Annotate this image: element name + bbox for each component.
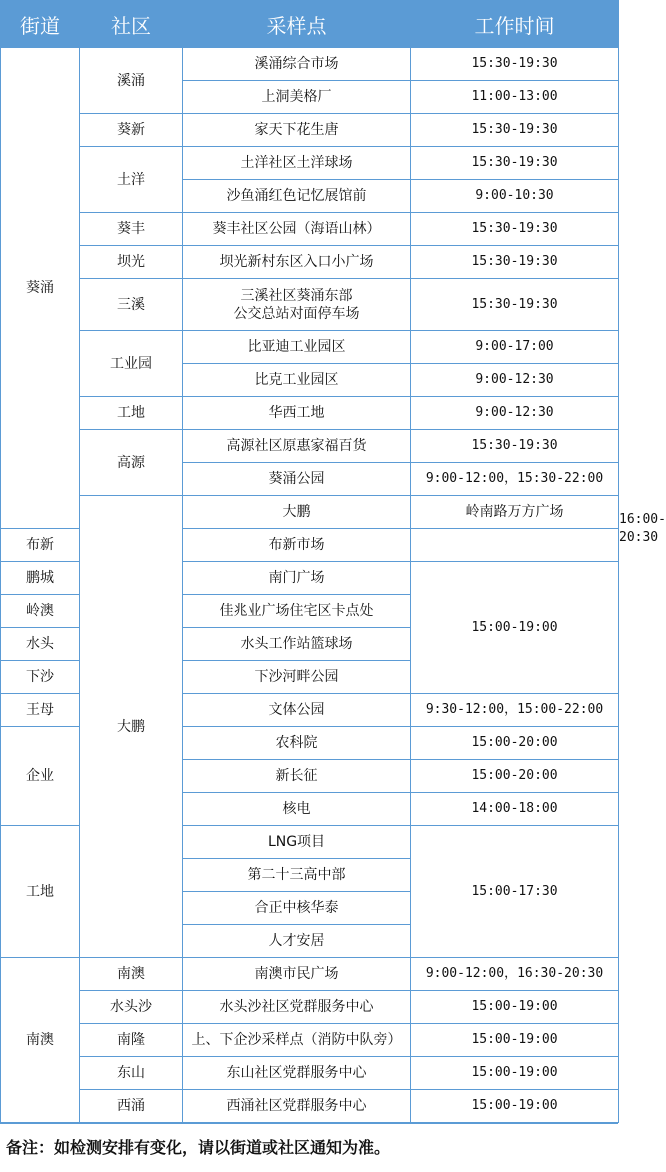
time-cell: 15:00-20:00: [411, 760, 619, 793]
time-cell: 15:30-19:30: [411, 279, 619, 331]
community-cell: 水头沙: [80, 991, 183, 1024]
site-cell: 核电: [183, 793, 411, 826]
time-cell: 15:30-19:30: [411, 48, 619, 81]
table-row: [1, 1057, 619, 1090]
community-cell: 工业园: [80, 331, 183, 397]
time-cell: 9:00-12:00，16:30-20:30: [411, 958, 619, 991]
time-cell: 9:00-12:30: [411, 364, 619, 397]
community-cell: 工地: [80, 397, 183, 430]
community-cell: 三溪: [80, 279, 183, 331]
table-row: [1, 991, 619, 1024]
community-cell: 南澳: [80, 958, 183, 991]
table-row: [1, 958, 619, 991]
time-cell: 11:00-13:00: [411, 81, 619, 114]
table-row: [1, 147, 619, 180]
site-cell: 人才安居: [183, 925, 411, 958]
time-cell: 15:00-20:00: [411, 727, 619, 760]
community-cell: 王母: [1, 694, 80, 727]
community-cell: 鹏城: [1, 562, 80, 595]
time-cell: 14:00-18:00: [411, 793, 619, 826]
site-cell: 南门广场: [183, 562, 411, 595]
street-cell: 南澳: [1, 958, 80, 1123]
site-cell: 西涌社区党群服务中心: [183, 1090, 411, 1123]
site-cell: 葵丰社区公园（海语山林）: [183, 213, 411, 246]
site-cell: 新长征: [183, 760, 411, 793]
time-cell: 9:00-12:30: [411, 397, 619, 430]
time-cell: 9:00-10:30: [411, 180, 619, 213]
table-row: [1, 331, 619, 364]
site-cell: LNG项目: [183, 826, 411, 859]
community-cell: 布新: [1, 529, 80, 562]
site-cell: 文体公园: [183, 694, 411, 727]
time-cell: 15:00-19:00: [411, 1057, 619, 1090]
header-row: [1, 1, 619, 48]
site-cell: 华西工地: [183, 397, 411, 430]
community-cell: 葵新: [80, 114, 183, 147]
time-cell: 15:00-19:00: [411, 991, 619, 1024]
table-row: [1, 48, 619, 81]
schedule-body: [1, 48, 666, 1123]
time-cell: 15:00-19:00: [411, 1024, 619, 1057]
table-row: [1, 397, 619, 430]
table-row: [1, 246, 619, 279]
header-street: 街道: [1, 1, 80, 48]
community-cell: 葵丰: [80, 213, 183, 246]
site-cell: 坝光新村东区入口小广场: [183, 246, 411, 279]
site-cell: 土洋社区土洋球场: [183, 147, 411, 180]
site-cell: 南澳市民广场: [183, 958, 411, 991]
community-cell: 东山: [80, 1057, 183, 1090]
community-cell: 西涌: [80, 1090, 183, 1123]
site-cell: 上洞美格厂: [183, 81, 411, 114]
community-cell: 坝光: [80, 246, 183, 279]
site-cell: 比克工业园区: [183, 364, 411, 397]
site-cell: 岭南路万方广场: [411, 496, 619, 529]
table-row: [1, 430, 619, 463]
site-cell: 溪涌综合市场: [183, 48, 411, 81]
site-cell: 布新市场: [183, 529, 411, 562]
header-site: 采样点: [183, 1, 411, 48]
site-cell: 沙鱼涌红色记忆展馆前: [183, 180, 411, 213]
community-cell: 水头: [1, 628, 80, 661]
site-cell: 合正中核华泰: [183, 892, 411, 925]
site-cell: 下沙河畔公园: [183, 661, 411, 694]
site-cell: 农科院: [183, 727, 411, 760]
time-cell: 15:00-19:00: [411, 562, 619, 694]
time-cell: 15:00-19:00: [411, 1090, 619, 1123]
site-cell: 家天下花生唐: [183, 114, 411, 147]
time-cell: 15:30-19:30: [411, 213, 619, 246]
time-cell: 9:00-12:00，15:30-22:00: [411, 463, 619, 496]
community-cell: 下沙: [1, 661, 80, 694]
site-cell: 佳兆业广场住宅区卡点处: [183, 595, 411, 628]
footer-note: 备注：如检测安排有变化，请以街道或社区通知为准。: [0, 1123, 618, 1172]
site-cell: 水头工作站篮球场: [183, 628, 411, 661]
community-cell: 高源: [80, 430, 183, 496]
street-cell: 葵涌: [1, 48, 80, 529]
community-cell: 工地: [1, 826, 80, 958]
table-row: [1, 1090, 619, 1123]
site-cell: 三溪社区葵涌东部 公交总站对面停车场: [183, 279, 411, 331]
site-cell: 高源社区原惠家福百货: [183, 430, 411, 463]
time-cell: 15:30-19:30: [411, 147, 619, 180]
site-cell: 第二十三高中部: [183, 859, 411, 892]
site-cell: 水头沙社区党群服务中心: [183, 991, 411, 1024]
site-cell: 比亚迪工业园区: [183, 331, 411, 364]
site-cell: 上、下企沙采样点（消防中队旁）: [183, 1024, 411, 1057]
header-community: 社区: [80, 1, 183, 48]
street-cell: 大鹏: [80, 496, 183, 958]
table-row: [1, 279, 619, 331]
table-row: [1, 213, 619, 246]
time-cell: 15:30-19:30: [411, 430, 619, 463]
time-cell: 15:00-17:30: [411, 826, 619, 958]
community-cell: 溪涌: [80, 48, 183, 114]
time-cell: 9:00-17:00: [411, 331, 619, 364]
site-cell: 葵涌公园: [183, 463, 411, 496]
table-row: [1, 114, 619, 147]
time-cell: 9:30-12:00，15:00-22:00: [411, 694, 619, 727]
community-cell: 企业: [1, 727, 80, 826]
time-cell: 15:30-19:30: [411, 114, 619, 147]
community-cell: 南隆: [80, 1024, 183, 1057]
table-row: 大鹏 大鹏 岭南路万方广场 16:00-20:30: [1, 496, 619, 529]
time-cell: 15:30-19:30: [411, 246, 619, 279]
site-cell: 东山社区党群服务中心: [183, 1057, 411, 1090]
community-cell: 岭澳: [1, 595, 80, 628]
table-row: [1, 1024, 619, 1057]
community-cell: 大鹏: [183, 496, 411, 529]
header-time: 工作时间: [411, 1, 619, 48]
community-cell: 土洋: [80, 147, 183, 213]
